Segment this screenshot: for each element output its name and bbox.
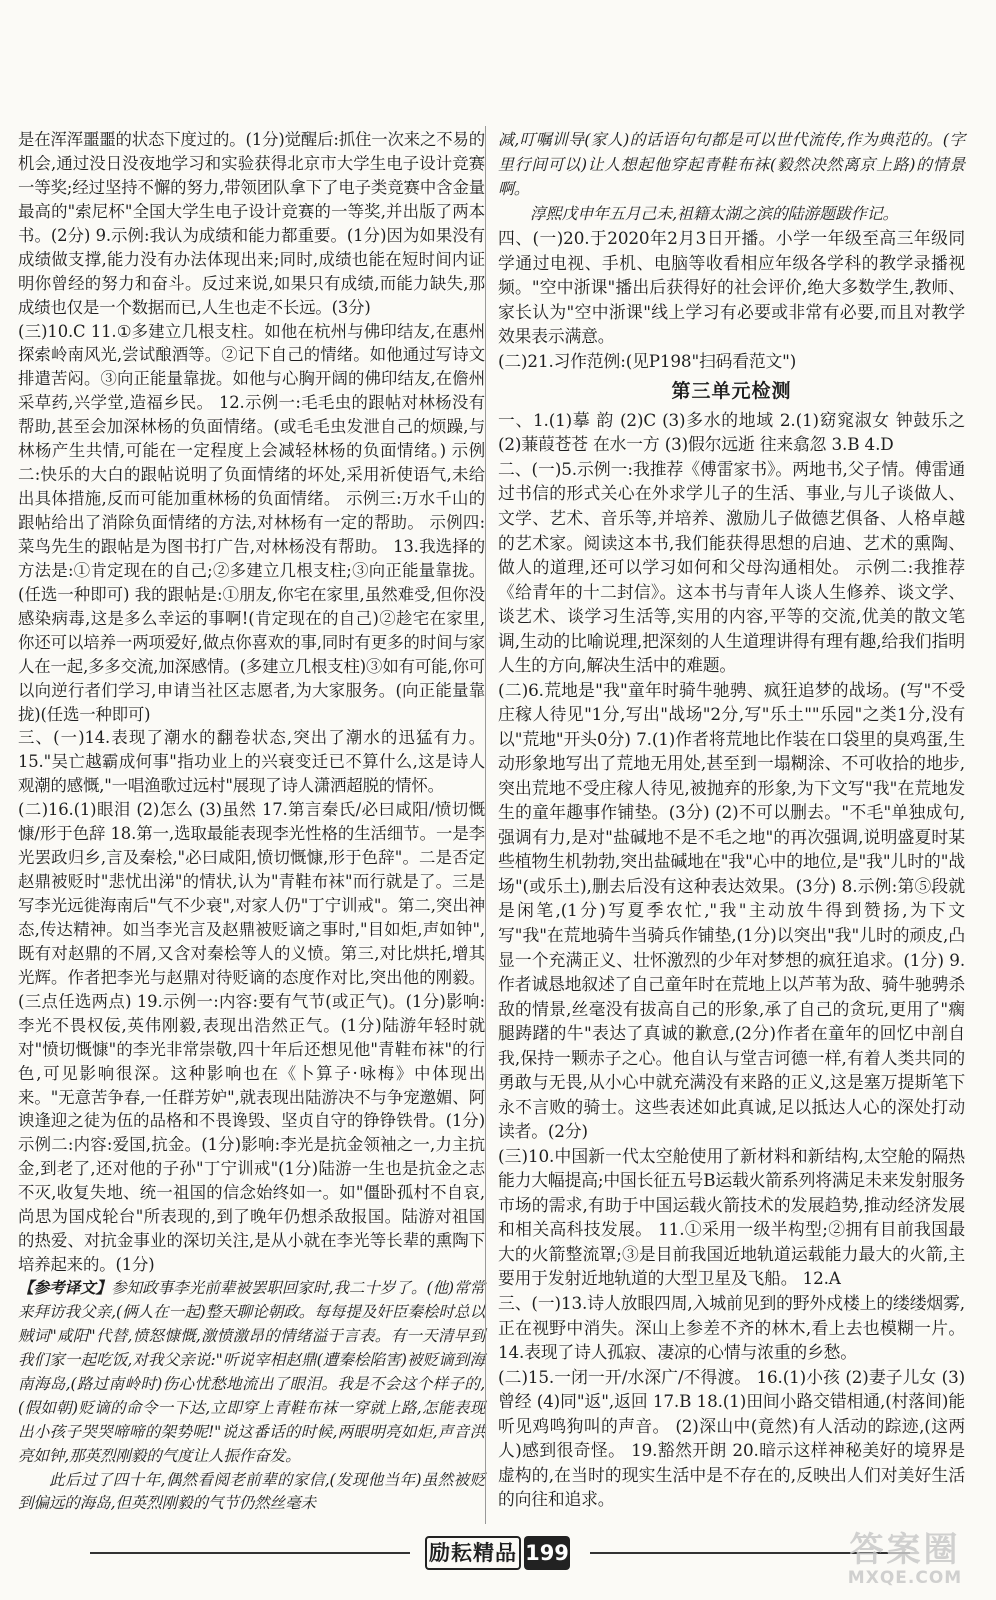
right-column xyxy=(498,128,965,1512)
watermark-logo-text: 答案圈 xyxy=(849,1530,961,1570)
answer-paragraph: (二)6.荒地是"我"童年时骑牛驰骋、疯狂追梦的战场。(写"不受庄稼人待见"1分,写出"战场"2分,写"乐土""乐园"之类1分,没有以"荒地"开头0分) 7.(1)作者将荒地比作装在口袋里的臭鸡蛋,生动形象地写出了荒地无用处,甚至到一塌糊涂、不可收拾的地步,突出荒地不受庄稼人待见,被抛弃的形象,为下文写"我"在荒地发生的童年趣事作铺垫。(3分) (2)不可以删去。"不毛"单独成句,强调有力,是对"盐碱地不是不毛之地"的再次强调,说明盛夏时某些植物生机勃勃,突出盐碱地在"我"心中的地位,是"我"儿时的"战场"(或乐土),删去后没有这种表达效果。(3分) 8.示例:第⑤段就是闲笔,(1分)写夏季农忙,"我"主动放牛得到赞扬,为下文写"我"在荒地骑牛当骑兵作铺垫,(1分)以突出"我"儿时的顽皮,凸显一个充满正义、壮怀激烈的少年对梦想的疯狂追求。(1分) 9.作者诚恳地叙述了自己童年时在荒地上以芦苇为敌、骑牛驰骋杀敌的情景,丝毫没有拔高自己的形象,承了自己的贪玩,更用了"瘸腿踌躇的牛"表达了真诚的歉意,(2分)作者在童年的回忆中剖自我,保持一颗赤子之心。他自认与堂吉诃德一样,有着人类共同的勇敢与无畏,从小心中就充满没有来路的正义,这是塞万提斯笔下永不言败的骑士。这些表述如此真诚,足以抵达人心的深处打动读者。(2分) xyxy=(498,679,965,1142)
left-column xyxy=(18,128,485,1516)
watermark-url: MXQE.COM xyxy=(847,1568,963,1588)
page-number: 199 xyxy=(524,1536,570,1570)
column-divider xyxy=(485,126,486,1524)
answer-paragraph: (二)21.习作范例:(见P198"扫码看范文") xyxy=(498,350,797,371)
answer-paragraph: (三)10.C 11.①多建立几根支柱。如他在杭州与佛印结友,在惠州探索岭南风光,尝试酿酒等。②记下自己的情绪。如他通过写诗文排遣苦闷。③向正能量靠拢。如他与心胸开阔的佛印结友,在儋州采草药,兴学堂,造福乡民。 12.示例一:毛毛虫的跟帖对林杨没有帮助,甚至会加深林杨的负面情绪。(或毛毛虫发泄自己的烦躁,与林杨产生共情,可能在一定程度上会减轻林杨的负面情绪。) 示例二:快乐的大白的跟帖说明了负面情绪的坏处,采用祈使语气,未给出具体措施,反而可能加重林杨的负面情绪。 示例三:万水千山的跟帖给出了消除负面情绪的方法,对林杨有一定的帮助。 示例四:菜鸟先生的跟帖是为图书打广告,对林杨没有帮助。 13.我选择的方法是:①肯定现在的自己;②多建立几根支柱;③向正能量靠拢。(任选一种即可) 我的跟帖是:①朋友,你宅在家里,虽然难受,但你没感染病毒,这是多么幸运的事啊!(肯定现在的自己)②趁宅在家里,你还可以培养一两项爱好,做点你喜欢的事,同时有更多的时间与家人在一起,多多交流,加深感情。(多建立几根支柱)③如有可能,你可以向逆行者们学习,申请当社区志愿者,为大家服务。(向正能量靠拢)(任选一种即可) xyxy=(18,321,485,724)
reference-translation-text: 参知政事李光前辈被罢职回家时,我二十岁了。(他)常常来拜访我父亲,(俩人在一起)整天聊论朝政。每每提及奸臣秦桧时总以贼词"咸阳"代替,愤怒慷慨,激愤激昂的情绪溢于言表。有一天清早到我们家一起吃饭,对我父亲说:"听说宰相赵鼎(遭秦桧陷害)被贬谪到海南海岛,(路过南岭时)伤心忧愁地流出了眼泪。我是不会这个样子的,(假如朝)贬谪的命令一下达,立即穿上青鞋布袜一穿就上路,怎能表现出小孩子哭哭啼啼的架势呢!"说这番话的时候,两眼明亮如炬,声音洪亮如钟,那英烈刚毅的气度让人振作奋发。 xyxy=(18,1279,485,1465)
reference-translation-continued: 此后过了四十年,偶然看阅老前辈的家信,(发现他当年)虽然被贬到偏远的海岛,但英烈刚毅的气节仍然丝毫未 xyxy=(18,1470,485,1513)
site-watermark xyxy=(830,1532,980,1592)
brand-logo: 励耘精品 xyxy=(425,1536,521,1570)
answer-paragraph: 三、(一)13.诗人放眼四周,入城前见到的野外戍楼上的缕缕烟雾,正在视野中消失。深山上参差不齐的林木,看上去也模糊一片。 14.表现了诗人孤寂、凄凉的心情与浓重的乡愁。 xyxy=(498,1292,965,1363)
answer-paragraph: 是在浑浑噩噩的状态下度过的。(1分)觉醒后:抓住一次来之不易的机会,通过没日没夜地学习和实验获得北京市大学生电子设计竞赛一等奖;经过坚持不懈的努力,带领团队拿下了电子类竞赛中含金量最高的"索尼杯"全国大学生电子设计竞赛的一等奖,并出版了两本书。(2分) 9.示例:我认为成绩和能力都重要。(1分)因为如果没有成绩做支撑,能力没有办法体现出来;同时,成绩也能在短时间内证明你曾经的努力和奋斗。反过来说,如果只有成绩,而能力缺失,那成绩也仅是一个数据而已,人生也走不长远。(3分) xyxy=(18,130,485,317)
answer-paragraph: 一、1.(1)摹 韵 (2)C (3)多水的地域 2.(1)窈窕淑女 钟鼓乐之 (2)蒹葭苍苍 在水一方 (3)假尔远逝 往来翕忽 3.B 4.D xyxy=(498,409,965,455)
translation-signature: 淳熙戊申年五月己未,祖籍太湖之滨的陆游题跋作记。 xyxy=(529,203,899,223)
footer-rule-left xyxy=(90,1552,410,1554)
answer-paragraph: 四、(一)20.于2020年2月3日开播。小学一年级至高三年级同学通过电视、手机、电脑等收看相应年级各学科的教学录播视频。"空中浙课"播出后获得好的社会评价,绝大多数学生,教师、家长认为"空中浙课"线上学习有必要或非常有必要,而且对教学效果表示满意。 xyxy=(498,228,965,347)
answer-paragraph: 二、(一)5.示例一:我推荐《傅雷家书》。两地书,父子情。傅雷通过书信的形式关心在外求学儿子的生活、事业,与儿子谈做人、文学、艺术、音乐等,并培养、激励儿子做德艺俱备、人格卓越的艺术家。阅读这本书,我们能获得思想的启迪、艺术的熏陶、做人的道理,还可以学习如何和父母沟通相处。 示例二:我推荐《给青年的十二封信》。这本书与青年人谈人生修养、谈文学、谈艺术、谈学习生活等,实用的内容,平等的交流,优美的散文笔调,生动的比喻说理,把深刻的人生道理讲得有理有趣,给我们指明人生的方向,解决生活中的难题。 xyxy=(498,458,965,676)
reference-translation xyxy=(18,1277,485,1469)
answer-paragraph: (二)15.一闭一开/水深广/不得渡。 16.(1)小孩 (2)妻子儿女 (3)曾经 (4)同"返",返回 17.B 18.(1)田间小路交错相通,(村落间)能听见鸡鸣狗叫的声音。 (2)深山中(竟然)有人活动的踪迹,(这两人)感到很奇怪。 19.豁然开朗 20.暗示这样神秘美好的境界是虚构的,在当时的现实生活中是不存在的,反映出人们对美好生活的向往和追求。 xyxy=(498,1366,965,1510)
answer-paragraph: 三、(一)14.表现了潮水的翻卷状态,突出了潮水的迅猛有力。 15."吴亡越霸成何事"指功业上的兴衰变迁已不算什么,这是诗人观潮的感慨,"一唱渔歌过远村"展现了诗人潇洒超脱的情怀。 xyxy=(18,728,485,796)
answer-paragraph: (二)16.(1)眼泪 (2)怎么 (3)虽然 17.第言秦氏/必曰咸阳/愤切慨慷/形于色辞 18.第一,选取最能表现李光性格的生活细节。一是李光罢政归乡,言及秦桧,"必曰咸阳,愤切慨慷,形于色辞"。二是否定赵鼎被贬时"悲忧出涕"的情状,认为"青鞋布袜"而行就是了。三是写李光远徙海南后"气不少衰",对家人仍"丁宁训戒"。第二,突出神态,传达精神。如当李光言及赵鼎被贬谪之事时,"目如炬,声如钟",既有对赵鼎的不屑,又含对秦桧等人的义愤。第三,对比烘托,增其光辉。作者把李光与赵鼎对待贬谪的态度作对比,突出他的刚毅。(三点任选两点) 19.示例一:内容:要有气节(或正气)。(1分)影响:李光不畏权佞,英伟刚毅,表现出浩然正气。(1分)陆游年轻时就对"愤切慨慷"的李光非常崇敬,四十年后还想见他"青鞋布袜"的行色,可见影响很深。这种影响也在《卜算子·咏梅》中体现出来。"无意苦争春,一任群芳妒",就表现出陆游决不与争宠邀媚、阿谀逢迎之徒为伍的品格和不畏谗毁、坚贞自守的铮铮铁骨。(1分) 示例二:内容:爱国,抗金。(1分)影响:李光是抗金领袖之一,力主抗金,到老了,还对他的子孙"丁宁训戒"(1分)陆游一生也是抗金之志不灭,收复失地、统一祖国的信念始终如一。如"僵卧孤村不自哀,尚思为国戍轮台"所表现的,到了晚年仍想杀敌报国。陆游对祖国的热爱、对抗金事业的深切关注,是从小就在李光等长辈的熏陶下培养起来的。(1分) xyxy=(18,800,485,1275)
answer-paragraph: (三)10.中国新一代太空舱使用了新材料和新结构,太空舱的隔热能力大幅提高;中国长征五号B运载火箭系列将满足未来发射服务市场的需求,有助于中国运载火箭技术的发展趋势,推动经济发展和相关高科技发展。 11.①采用一级半构型;②拥有目前我国最大的火箭整流罩;③是目前我国近地轨道运载能力最大的火箭,主要用于发射近地轨道的大型卫星及飞船。 12.A xyxy=(498,1145,965,1289)
reference-translation-label: 【参考译文】 xyxy=(18,1279,112,1297)
reference-translation-end: 减,叮嘱训导(家人)的话语句句都是可以世代流传,作为典范的。(字里行间可以)让人想起他穿起青鞋布袜(毅然决然离京上路)的情景啊。 xyxy=(498,130,965,199)
unit-test-heading: 第三单元检测 xyxy=(671,380,792,403)
